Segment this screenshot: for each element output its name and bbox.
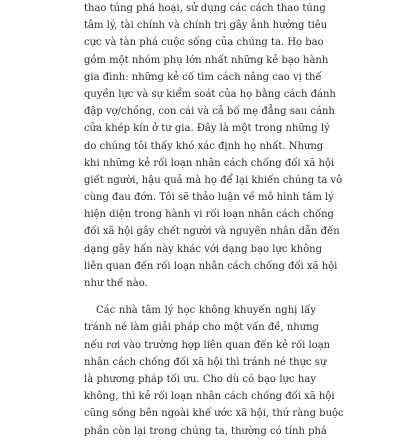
text-line: gồm một nhóm phụ lớn nhất những kẻ bạo hành [84,54,329,66]
text-line: giết người, hậu quả mà họ để lại khiến chúng ta vô [84,174,343,186]
paragraph-1 [84,0,343,292]
text-line: thao túng phá hoại, sử dụng các cách thao túng [84,3,326,14]
text-line: cũng sống bên ngoài khế ước xã hội, thứ ràng buộc [84,408,344,420]
text-line: liên quan đến rối loạn nhân cách chống đối xã hội [84,260,338,272]
text-line: tâm lý, tài chính và chính trị gây ảnh hưởng tiêu [84,20,328,32]
text-line: như thế nào. [84,278,148,289]
text-line: do chúng tôi thấy khó xác định họ nhất. Nhưng [84,140,324,152]
paragraph-2 [84,302,344,440]
paragraph-gap [84,292,316,302]
text-line: nhân cách chống đối xã hội thì tránh né thực sự [84,356,327,368]
body-text [84,0,344,440]
text-line: quyền lực và sự kiểm soát của họ bằng cách đánh [84,88,336,100]
text-line: cửa khép kín ở tư gia. Đây là một trong những lý [84,123,330,135]
text-line: cực và tàn phá cuộc sống của chúng ta. Họ bao [84,37,324,49]
text-line: là phương pháp tối ưu. Cho dù có bạo lực hay [84,373,316,385]
text-line: gia đình: những kẻ cố tìm cách nâng cao vị thế [84,71,322,83]
text-line: cùng đau đớn. Tôi sẽ thảo luận về mô hình tâm lý [84,192,334,204]
text-line: khi những kẻ rối loạn nhân cách chống đối xã hội [84,157,335,169]
text-line: đập vợ/chồng, con cái và cả bố mẹ đẳng sau cánh [84,106,335,118]
text-line: không, thì kẻ rối loạn nhân cách chống đối xã hội [84,391,335,403]
text-line: dạng gây hấn này khác với dạng bạo lực không [84,243,323,255]
text-line: đối xã hội gây chết người và nguyên nhân dẫn đến [84,226,340,238]
text-line: phần còn lại trong chúng ta, thường có tính phá [84,425,327,437]
text-line: Các nhà tâm lý học không khuyến nghị lấy [96,305,316,317]
text-line: tránh né làm giải pháp cho một vấn đề, nhưng [84,322,319,334]
text-line: hiện diện trong hành vi rối loạn nhân cách chống [84,209,334,221]
text-line: nếu rơi vào trường hợp liên quan đến kẻ rối loạn [84,339,331,351]
